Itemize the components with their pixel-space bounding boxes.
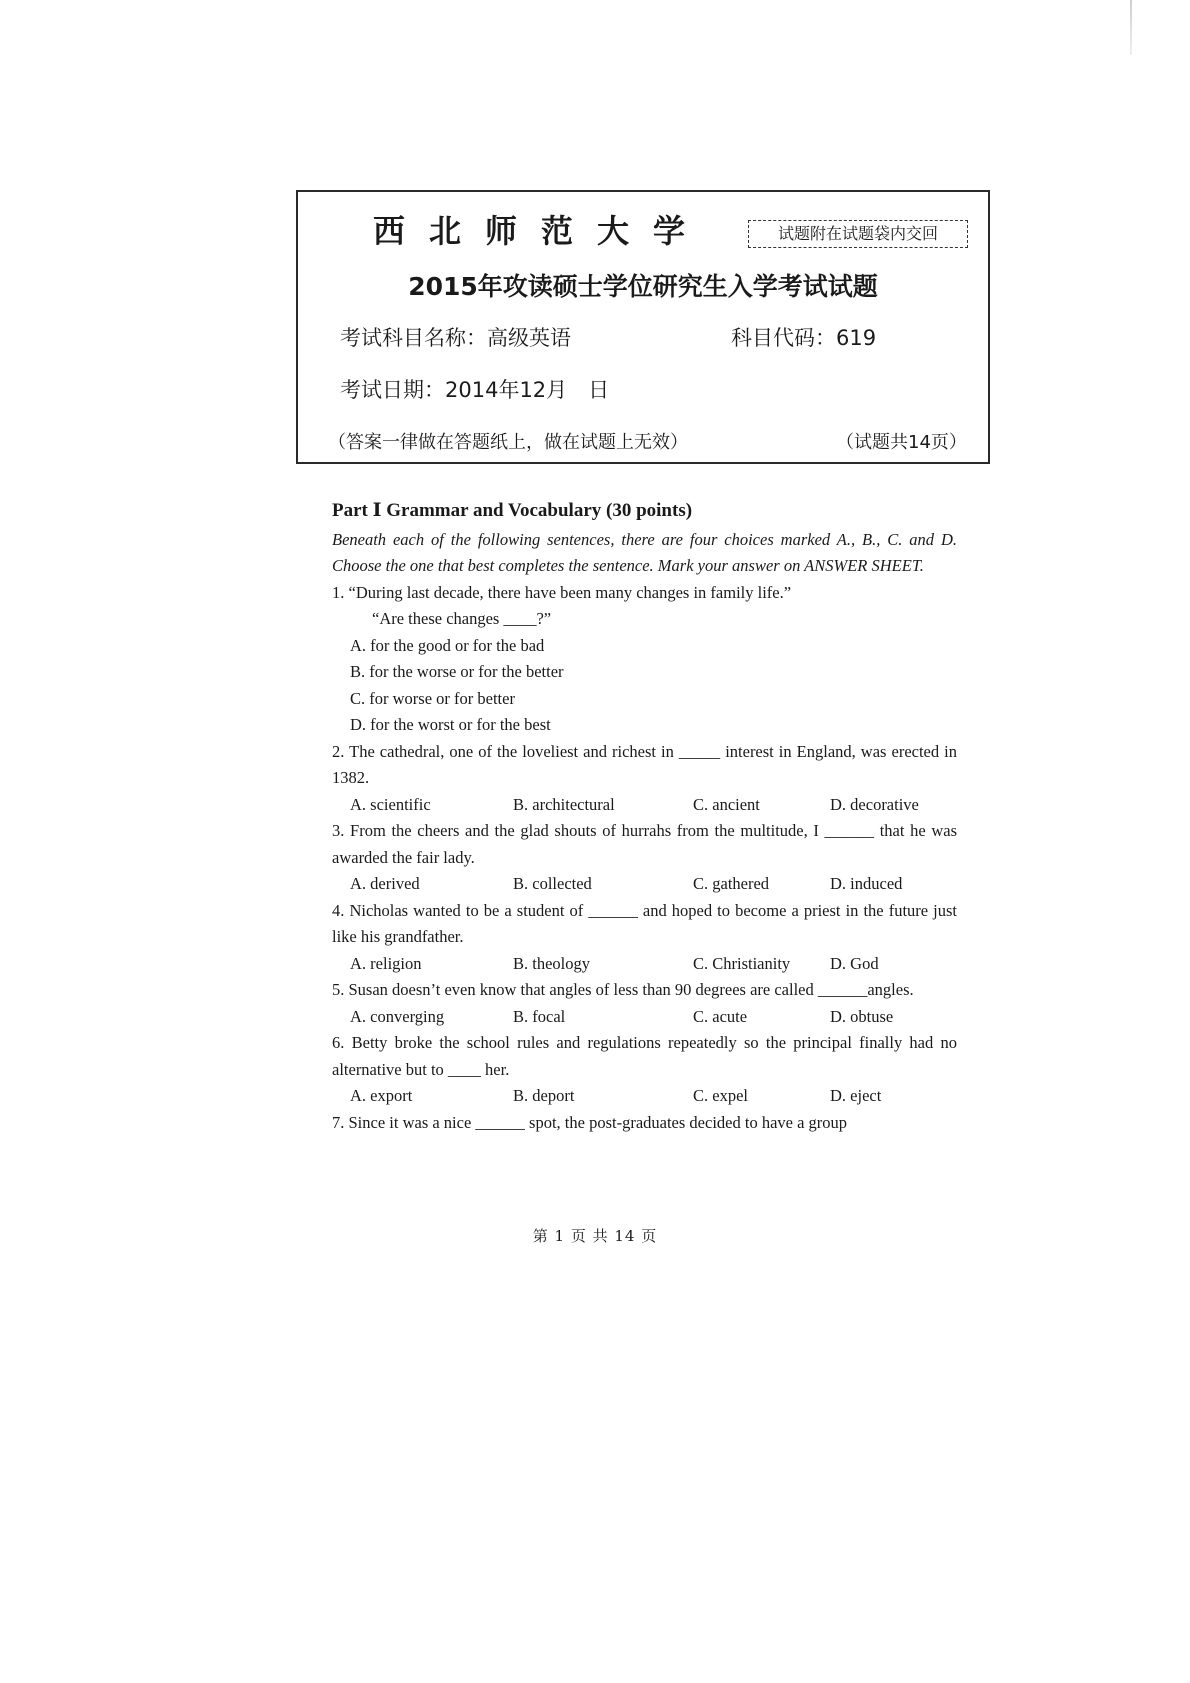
option: A. for the good or for the bad xyxy=(350,635,545,655)
option: C. ancient xyxy=(693,794,760,814)
option: B. focal xyxy=(513,1006,566,1026)
question-5: 5. Susan doesn’t even know that angles of less than 90 degrees are called ______angles. xyxy=(332,980,914,999)
options-row xyxy=(332,1083,957,1110)
option: C. gathered xyxy=(693,874,770,893)
option: D. induced xyxy=(830,874,903,893)
scan-edge xyxy=(1130,0,1132,55)
question-1-reply: “Are these changes ____?” xyxy=(372,609,552,628)
option: A. scientific xyxy=(350,794,431,814)
exam-header xyxy=(296,190,990,464)
exam-content xyxy=(332,498,957,1136)
exam-title: 2015年攻读硕士学位研究生入学考试试题 xyxy=(408,272,878,301)
option: C. Christianity xyxy=(693,953,791,973)
return-notice-stamp: 试题附在试题袋内交回 xyxy=(748,220,968,248)
question-2: 2. The cathedral, one of the loveliest and richest in _____ interest in England, was erected in 1382. xyxy=(332,741,957,787)
subject-name: 考试科目名称：高级英语 xyxy=(340,326,571,350)
page-count-notice: （试题共14页） xyxy=(836,432,967,453)
page-footer: 第 1 页 共 14 页 xyxy=(532,1227,658,1245)
option: A. derived xyxy=(350,874,420,893)
option: B. architectural xyxy=(513,794,615,814)
option: B. theology xyxy=(513,953,590,973)
part-title: Part Ⅰ Grammar and Vocabulary (30 points) xyxy=(332,500,693,521)
option: C. for worse or for better xyxy=(350,688,515,708)
option: B. deport xyxy=(513,1086,575,1105)
university-name: 西北师范大学 xyxy=(373,212,710,250)
option: D. for the worst or for the best xyxy=(350,715,551,734)
question-1: 1. “During last decade, there have been many changes in family life.” xyxy=(332,582,792,602)
options-row xyxy=(332,792,957,819)
option: D. obtuse xyxy=(830,1006,894,1026)
question-4: 4. Nicholas wanted to be a student of ______ and hoped to become a priest in the future just like his grandfather. xyxy=(332,900,957,946)
subject-code: 科目代码：619 xyxy=(731,326,877,350)
option: A. converging xyxy=(350,1006,445,1026)
question-3: 3. From the cheers and the glad shouts of hurrahs from the multitude, I ______ that he was awarded the fair lady. xyxy=(332,821,957,867)
option: D. decorative xyxy=(830,794,919,814)
option: D. God xyxy=(830,953,879,973)
option: C. acute xyxy=(693,1006,748,1026)
option: A. export xyxy=(350,1086,413,1105)
exam-date: 考试日期：2014年12月 日 xyxy=(340,378,610,402)
question-6: 6. Betty broke the school rules and regulations repeatedly so the principal finally had no alternative but to ____ her. xyxy=(332,1033,957,1079)
question-7: 7. Since it was a nice ______ spot, the post-graduates decided to have a group xyxy=(332,1112,848,1132)
option: C. expel xyxy=(693,1086,748,1105)
answer-notice: （答案一律做在答题纸上，做在试题上无效） xyxy=(328,432,688,453)
options-row xyxy=(332,951,957,978)
option: D. eject xyxy=(830,1086,882,1105)
options-row xyxy=(332,1004,957,1031)
option: A. religion xyxy=(350,953,422,973)
part-instruction: Beneath each of the following sentences, there are four choices marked A., B., C. and D. Choose the one that best completes the sentence. Mark your answer on ANSWER SHEET. xyxy=(332,529,957,575)
option: B. collected xyxy=(513,874,592,893)
options-row xyxy=(332,871,957,898)
option: B. for the worse or for the better xyxy=(350,662,564,681)
